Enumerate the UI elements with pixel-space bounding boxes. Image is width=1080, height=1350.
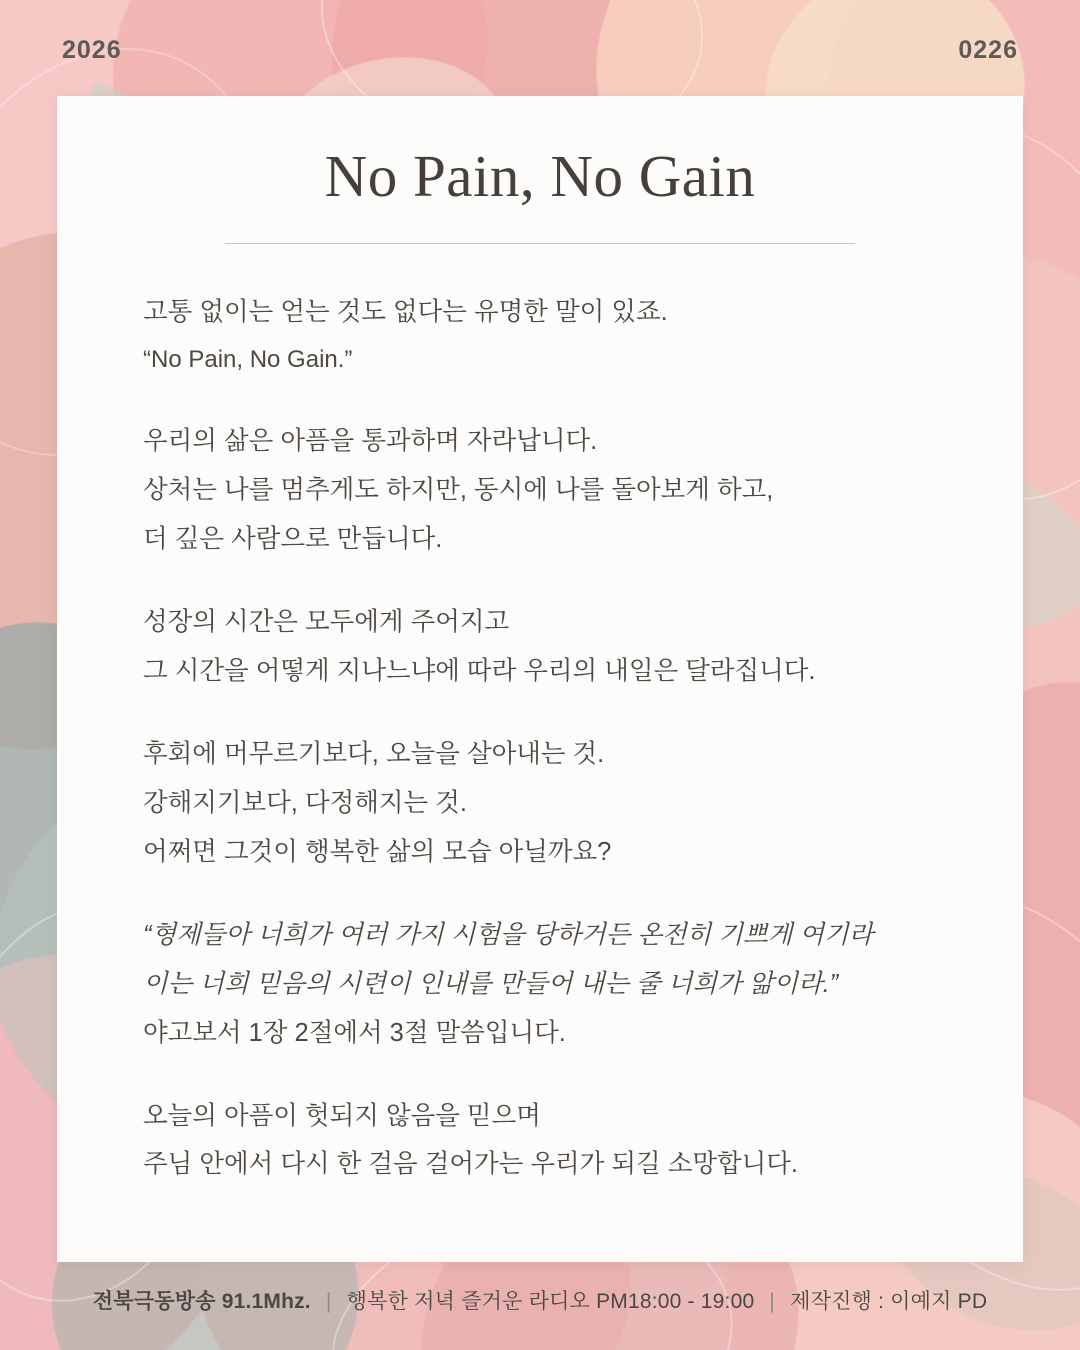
text-line: 어쩌면 그것이 행복한 삶의 모습 아닐까요? <box>143 837 612 866</box>
paragraph-growth-through-pain <box>143 417 937 564</box>
footer-credit: 제작진행 : 이예지 PD <box>790 1290 988 1313</box>
footer-station: 전북극동방송 91.1Mhz. <box>92 1290 311 1313</box>
page-title: No Pain, No Gain <box>324 143 756 209</box>
text-line: 더 깊은 사람으로 만듭니다. <box>143 524 443 553</box>
paragraph-scripture <box>143 911 937 1058</box>
year-label: 2026 <box>62 36 122 64</box>
text-line: 주님 안에서 다시 한 걸음 걸어가는 우리가 되길 소망합니다. <box>143 1150 798 1179</box>
text-line: 오늘의 아픔이 헛되지 않음을 믿으며 <box>143 1101 541 1130</box>
scripture-reference: 야고보서 1장 2절에서 3절 말씀입니다. <box>143 1018 566 1047</box>
paragraph-closing <box>143 1092 937 1190</box>
body-text <box>57 244 1023 1189</box>
footer-program: 행복한 저녁 즐거운 라디오 PM18:00 - 19:00 <box>346 1290 755 1313</box>
text-line: 우리의 삶은 아픔을 통과하며 자라납니다. <box>143 427 598 456</box>
text-line: 성장의 시간은 모두에게 주어지고 <box>143 607 510 636</box>
scripture-line: 이는 너희 믿음의 시련이 인내를 만들어 내는 줄 너희가 앎이라.” <box>143 969 839 998</box>
footer-separator: | <box>769 1290 776 1313</box>
paragraph-intro <box>143 288 937 383</box>
paragraph-living-today <box>143 730 937 877</box>
text-line: “No Pain, No Gain.” <box>143 345 353 373</box>
text-line: 후회에 머무르기보다, 오늘을 살아내는 것. <box>143 739 605 768</box>
content-card <box>57 96 1023 1262</box>
text-line: 고통 없이는 얻는 것도 없다는 유명한 말이 있죠. <box>143 298 668 326</box>
text-line: 상처는 나를 멈추게도 하지만, 동시에 나를 돌아보게 하고, <box>143 475 774 504</box>
footer <box>0 1285 1080 1315</box>
footer-separator: | <box>325 1290 332 1313</box>
text-line: 그 시간을 어떻게 지나느냐에 따라 우리의 내일은 달라집니다. <box>143 656 816 685</box>
paragraph-time-of-growth <box>143 598 937 696</box>
date-label: 0226 <box>958 36 1018 64</box>
scripture-line: “형제들아 너희가 여러 가지 시험을 당하거든 온전히 기쁘게 여기라 <box>143 920 874 949</box>
text-line: 강해지기보다, 다정해지는 것. <box>143 788 467 817</box>
